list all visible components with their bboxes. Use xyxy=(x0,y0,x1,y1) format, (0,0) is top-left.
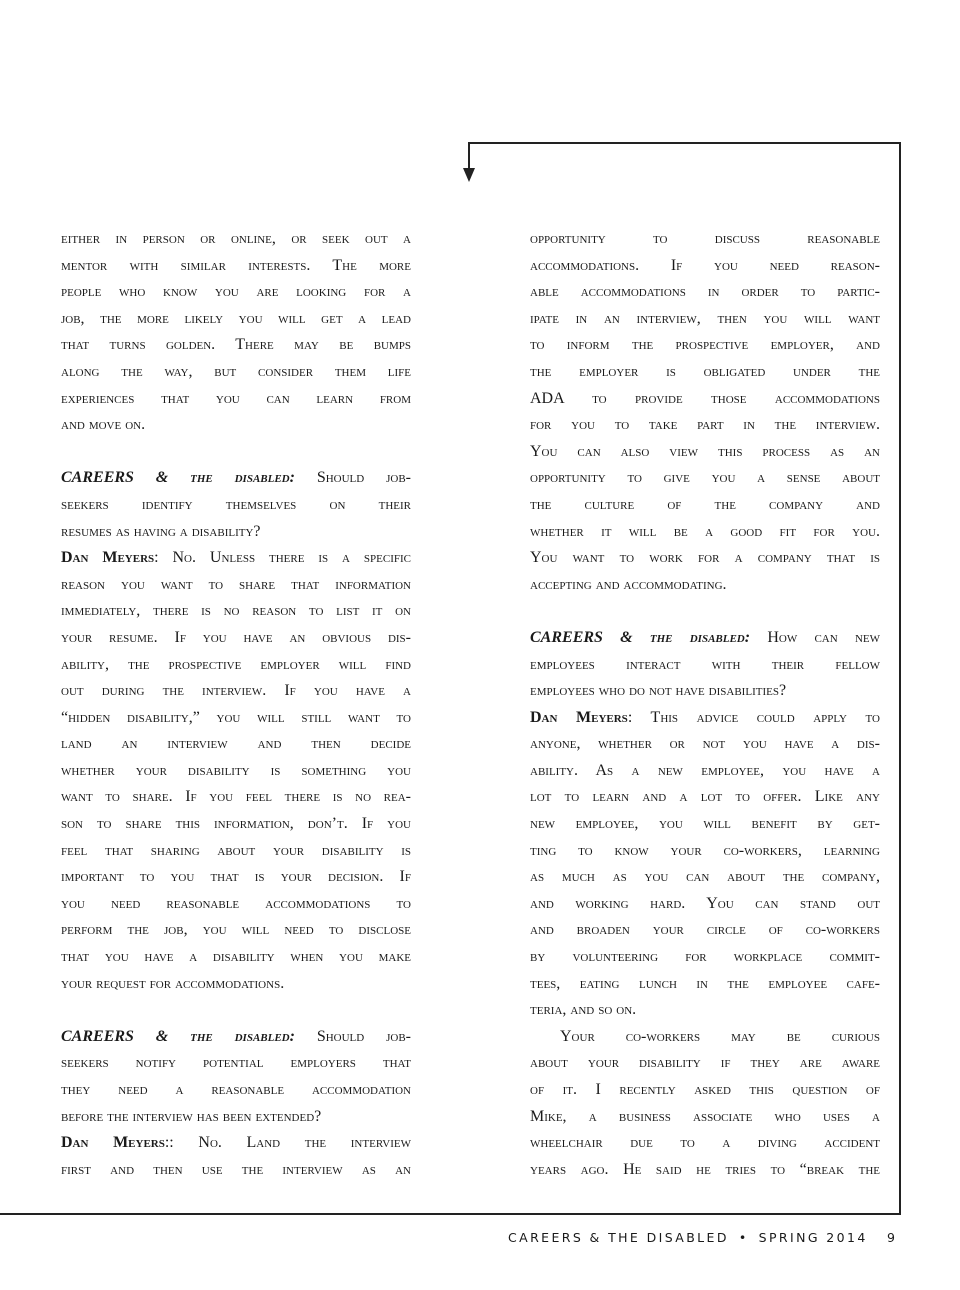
line-text: important to you that is your decision. If xyxy=(61,868,411,886)
text-line xyxy=(530,492,880,519)
line-text: years ago. He said he tries to “break the xyxy=(530,1160,880,1178)
text-line xyxy=(61,492,411,519)
text-line xyxy=(530,705,880,732)
text-line xyxy=(61,811,411,838)
text-line xyxy=(530,386,880,413)
line-text: able accommodations in order to partic- xyxy=(530,283,880,301)
text-line xyxy=(61,625,411,652)
text-line xyxy=(61,1024,411,1051)
text-line xyxy=(61,1050,411,1077)
line-text: ability. As a new employee, you have a xyxy=(530,761,880,779)
line-text: You want to work for a company that is xyxy=(530,549,880,567)
frame-bottom-rule xyxy=(0,1213,901,1215)
line-text: your resume. If you have an obvious dis- xyxy=(61,628,411,646)
frame-right-rule xyxy=(899,142,901,1215)
text-line xyxy=(61,1130,411,1157)
text-line xyxy=(61,1077,411,1104)
line-text: immediately, there is no reason to list it on xyxy=(61,602,411,620)
line-text: that you have a disability when you make xyxy=(61,948,411,966)
line-text: that turns golden. There may be bumps xyxy=(61,336,411,354)
line-text: resumes as having a disability? xyxy=(61,522,261,540)
text-line xyxy=(61,572,411,599)
text-line xyxy=(530,811,880,838)
text-line xyxy=(530,971,880,998)
line-text: either in person or online, or seek out a xyxy=(61,230,411,247)
line-text: accepting and accommodating. xyxy=(530,575,727,593)
line-text: “hidden disability,” you will still want to xyxy=(61,708,411,726)
right-column xyxy=(530,226,880,1183)
text-line xyxy=(61,332,411,359)
line-text: ipate in an interview, then you will want xyxy=(530,309,880,327)
text-line xyxy=(530,1130,880,1157)
line-text: ADA to provide those accommodations xyxy=(530,389,880,407)
line-text: Mike, a business associate who uses a xyxy=(530,1107,880,1125)
text-line xyxy=(61,359,411,386)
line-text: anyone, whether or not you have a dis- xyxy=(530,735,880,753)
text-line xyxy=(530,1077,880,1104)
line-text: experiences that you can learn from xyxy=(61,389,411,407)
line-text: they need a reasonable accommodation xyxy=(61,1081,411,1098)
text-line xyxy=(61,465,411,492)
text-line xyxy=(530,838,880,865)
paragraph-gap xyxy=(61,439,411,466)
text-line xyxy=(530,572,880,599)
text-line xyxy=(530,359,880,386)
line-text: about your disability if they are aware xyxy=(530,1054,880,1072)
line-text: wheelchair due to a diving accident xyxy=(530,1134,880,1152)
frame-top-rule xyxy=(468,142,900,144)
text-line xyxy=(530,439,880,466)
line-text: : No. Unless there is a specific xyxy=(154,549,411,567)
text-line xyxy=(530,1050,880,1077)
text-line xyxy=(530,652,880,679)
text-line xyxy=(530,519,880,546)
text-line xyxy=(530,1024,880,1051)
line-text: job, the more likely you will get a lead xyxy=(61,309,411,327)
text-line xyxy=(530,997,880,1024)
speaker-name: Dan Meyers xyxy=(61,1134,165,1152)
line-text: accommodations. If you need reason- xyxy=(530,256,880,274)
paragraph-gap xyxy=(61,997,411,1024)
text-line xyxy=(530,545,880,572)
line-text: whether it will be a good fit for you. xyxy=(530,522,880,540)
line-text: as much as you can about the company, xyxy=(530,868,880,886)
text-line xyxy=(61,1104,411,1131)
footer-running-head xyxy=(508,1230,868,1245)
line-text: by volunteering for workplace commit- xyxy=(530,948,880,966)
line-text: first and then use the interview as an xyxy=(61,1160,411,1178)
text-line xyxy=(61,758,411,785)
text-line xyxy=(61,598,411,625)
text-line xyxy=(530,465,880,492)
line-text: employees who do not have disabilities? xyxy=(530,682,787,700)
line-text: How can new xyxy=(750,628,880,646)
text-line xyxy=(530,412,880,439)
text-line xyxy=(61,253,411,280)
line-text: You can also view this process as an xyxy=(530,442,880,460)
text-line xyxy=(530,279,880,306)
footer-issue: SPRING 2014 xyxy=(758,1230,868,1245)
text-line xyxy=(530,784,880,811)
line-text: and move on. xyxy=(61,416,146,434)
text-line xyxy=(61,1157,411,1184)
line-text: out during the interview. If you have a xyxy=(61,682,411,700)
line-text: teria, and so on. xyxy=(530,1001,637,1019)
text-line xyxy=(530,226,880,253)
line-text: you need reasonable accommodations to xyxy=(61,894,411,912)
footer-separator: • xyxy=(738,1230,749,1245)
text-line xyxy=(61,705,411,732)
text-line xyxy=(61,279,411,306)
line-text: tees, eating lunch in the employee cafe- xyxy=(530,974,880,992)
paragraph-gap xyxy=(530,598,880,625)
line-text: opportunity to discuss reasonable xyxy=(530,230,880,247)
text-line xyxy=(61,944,411,971)
speaker-name: Dan Meyers xyxy=(61,549,155,567)
line-text: people who know you are looking for a xyxy=(61,283,411,301)
line-text: seekers notify potential employers that xyxy=(61,1054,411,1072)
line-text: the employer is obligated under the xyxy=(530,362,880,380)
line-text: whether your disability is something you xyxy=(61,761,411,779)
text-line xyxy=(61,226,411,253)
line-text: mentor with similar interests. The more xyxy=(61,256,411,274)
left-column xyxy=(61,226,411,1183)
text-line xyxy=(61,891,411,918)
text-line xyxy=(61,306,411,333)
line-text: opportunity to give you a sense about xyxy=(530,469,880,487)
speaker-name: Dan Meyers xyxy=(530,708,628,726)
text-line xyxy=(61,412,411,439)
line-text: ting to know your co-workers, learning xyxy=(530,841,880,859)
text-line xyxy=(530,332,880,359)
line-text: of it. I recently asked this question of xyxy=(530,1081,880,1098)
line-text: your request for accommodations. xyxy=(61,974,285,992)
text-line xyxy=(530,731,880,758)
line-text: to inform the prospective employer, and xyxy=(530,336,880,354)
page-number: 9 xyxy=(887,1230,895,1245)
line-text: Should job- xyxy=(294,469,411,487)
line-text: Should job- xyxy=(294,1027,411,1045)
text-line xyxy=(61,864,411,891)
line-text: feel that sharing about your disability is xyxy=(61,841,411,859)
text-line xyxy=(530,917,880,944)
line-text: want to share. If you feel there is no rea- xyxy=(61,788,411,806)
line-text: son to share this information, don’t. If you xyxy=(61,815,411,833)
line-text: along the way, but consider them life xyxy=(61,362,411,380)
line-text: the culture of the company and xyxy=(530,495,880,513)
question-label: CAREERS & the disabled: xyxy=(61,1027,295,1045)
text-line xyxy=(530,944,880,971)
text-line xyxy=(61,731,411,758)
line-text: before the interview has been extended? xyxy=(61,1107,322,1125)
text-line xyxy=(61,917,411,944)
question-label: CAREERS & the disabled: xyxy=(530,628,751,646)
text-line xyxy=(530,678,880,705)
text-line xyxy=(530,253,880,280)
line-text: new employee, you will benefit by get- xyxy=(530,815,880,833)
line-text: ability, the prospective employer will find xyxy=(61,655,411,673)
line-text: and working hard. You can stand out xyxy=(530,894,880,912)
line-text: Your co-workers may be curious xyxy=(560,1027,880,1045)
line-text: : This advice could apply to xyxy=(627,708,880,726)
line-text: :: No. Land the interview xyxy=(164,1134,411,1152)
line-text: lot to learn and a lot to offer. Like any xyxy=(530,788,880,806)
text-line xyxy=(530,1104,880,1131)
line-text: for you to take part in the interview. xyxy=(530,416,880,434)
line-text: seekers identify themselves on their xyxy=(61,495,411,513)
text-line xyxy=(61,545,411,572)
text-line xyxy=(61,784,411,811)
text-line xyxy=(61,678,411,705)
text-line xyxy=(530,625,880,652)
line-text: employees interact with their fellow xyxy=(530,655,880,673)
question-label: CAREERS & the disabled: xyxy=(61,469,295,487)
line-text: perform the job, you will need to disclose xyxy=(61,921,411,939)
text-line xyxy=(61,519,411,546)
line-text: reason you want to share that information xyxy=(61,575,411,593)
text-line xyxy=(530,1157,880,1184)
text-line xyxy=(61,386,411,413)
text-line xyxy=(530,891,880,918)
text-line xyxy=(530,864,880,891)
text-line xyxy=(61,652,411,679)
text-line xyxy=(61,838,411,865)
footer-publication: CAREERS & THE DISABLED xyxy=(508,1230,729,1245)
line-text: land an interview and then decide xyxy=(61,735,411,753)
arrow-down-icon xyxy=(463,168,475,182)
text-line xyxy=(61,971,411,998)
text-line xyxy=(530,758,880,785)
text-line xyxy=(530,306,880,333)
line-text: and broaden your circle of co-workers xyxy=(530,921,880,939)
